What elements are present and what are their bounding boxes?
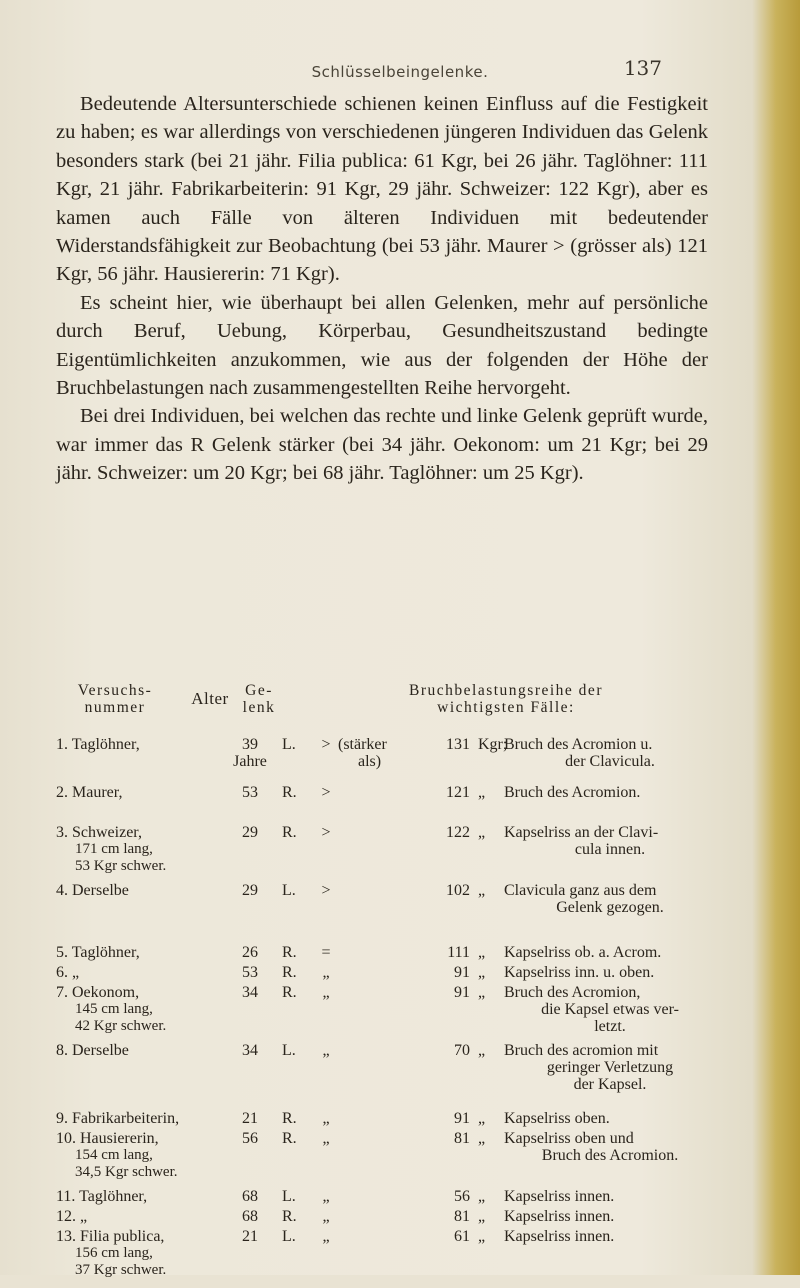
joint-side: R. [282, 1110, 297, 1127]
table-row [56, 964, 716, 984]
load-unit: „ [478, 1208, 486, 1225]
subject-detail: 171 cm lang, [75, 841, 153, 857]
running-head [0, 56, 800, 81]
breaking-load: 61 [454, 1228, 470, 1245]
joint-side: R. [282, 1208, 297, 1225]
injury-description [504, 1208, 716, 1225]
joint-side: L. [282, 1042, 296, 1059]
results-table [56, 736, 716, 1288]
subject-label: 9. Fabrikarbeiterin, [56, 1110, 180, 1127]
description-line: cula innen. [574, 841, 646, 858]
load-unit: „ [478, 1130, 486, 1147]
breaking-load: 70 [454, 1042, 470, 1059]
age-value: 34 [242, 1042, 258, 1059]
stronger-text: als) [358, 753, 382, 770]
age-value: 53 [242, 784, 258, 801]
joint-side: R. [282, 1130, 297, 1147]
stronger-text: (stärker [338, 736, 387, 753]
description-line: Kapselriss innen. [504, 1228, 615, 1245]
load-unit: „ [478, 882, 486, 899]
injury-description [504, 1042, 716, 1093]
relation-symbol: „ [322, 964, 330, 981]
table-row [56, 784, 716, 824]
injury-description [504, 882, 716, 916]
table-row [56, 824, 716, 882]
header-gelenk: Ge- lenk [242, 682, 276, 716]
subject-detail: 156 cm lang, [75, 1245, 153, 1261]
description-line: geringer Verletzung [546, 1059, 674, 1076]
running-head-title: Schlüsselbeingelenke. [311, 63, 489, 81]
table-row [56, 882, 716, 944]
relation-symbol: „ [322, 1228, 330, 1245]
relation-symbol: „ [322, 1042, 330, 1059]
injury-description [504, 1228, 716, 1245]
subject-detail: 154 cm lang, [75, 1147, 153, 1163]
subject-cell [56, 784, 216, 801]
subject-label: 13. Filia publica, [56, 1228, 165, 1245]
age-value: 34 [242, 984, 258, 1001]
breaking-load: 91 [454, 1110, 470, 1127]
load-unit: Kgr; [478, 736, 508, 753]
relation-symbol: „ [322, 1208, 330, 1225]
age-value: 68 [242, 1208, 258, 1225]
description-line: letzt. [594, 1018, 626, 1035]
subject-cell [56, 964, 216, 981]
subject-cell [56, 882, 216, 899]
relation-symbol: > [321, 784, 331, 801]
subject-cell [56, 1228, 216, 1279]
subject-detail: 37 Kgr schwer. [75, 1262, 167, 1278]
load-unit: „ [478, 1188, 486, 1205]
subject-label: 5. Taglöhner, [56, 944, 140, 961]
table-row [56, 1042, 716, 1110]
age-cell [224, 1130, 276, 1147]
description-line: Bruch des acromion mit [504, 1042, 659, 1059]
breaking-load: 81 [454, 1208, 470, 1225]
relation-symbol: = [321, 944, 331, 961]
page-number: 137 [623, 56, 662, 80]
description-line: Kapselriss oben und [504, 1130, 634, 1147]
age-value: 56 [242, 1130, 258, 1147]
age-value: 39 [242, 736, 258, 753]
load-unit: „ [478, 984, 486, 1001]
injury-description [504, 944, 716, 961]
subject-cell [56, 736, 216, 753]
load-unit: „ [478, 944, 486, 961]
injury-description [504, 984, 716, 1035]
description-line: Bruch des Acromion. [504, 784, 641, 801]
table-row [56, 736, 716, 784]
age-cell [224, 882, 276, 899]
header-nummer: Versuchs- nummer [77, 682, 153, 716]
injury-description [504, 964, 716, 981]
description-line: Kapselriss ob. a. Acrom. [504, 944, 662, 961]
description-line: Kapselriss inn. u. oben. [504, 964, 655, 981]
age-cell [224, 1228, 276, 1245]
joint-side: R. [282, 944, 297, 961]
subject-cell [56, 1130, 216, 1181]
paragraph: Es scheint hier, wie überhaupt bei allen Gelenken, mehr auf persönliche durch Beruf, Uebung, Körperbau, Gesundheitszustand bedingte Eigentümlichkeiten anzukommen, wie aus der folgenden der Höhe der Bruchbelastungen nach zusammengestellten Reihe hervorgeht. [56, 291, 708, 400]
description-line: Gelenk gezogen. [556, 899, 664, 916]
relation-symbol: „ [322, 984, 330, 1001]
injury-description [504, 736, 716, 770]
subject-label: 12. „ [56, 1208, 88, 1225]
relation-symbol: > [321, 824, 331, 841]
injury-description [504, 1130, 716, 1164]
injury-description [504, 784, 716, 801]
subject-detail: 42 Kgr schwer. [75, 1018, 167, 1034]
age-value: 21 [242, 1228, 258, 1245]
age-cell [224, 964, 276, 981]
table-row [56, 1208, 716, 1228]
subject-label: 8. Derselbe [56, 1042, 129, 1059]
subject-cell [56, 1042, 216, 1059]
subject-cell [56, 1188, 216, 1205]
subject-detail: 145 cm lang, [75, 1001, 153, 1017]
relation-symbol: „ [322, 1188, 330, 1205]
table-row [56, 1188, 716, 1208]
description-line: Kapselriss innen. [504, 1188, 615, 1205]
table-row [56, 1228, 716, 1288]
load-unit: „ [478, 1228, 486, 1245]
age-value: 29 [242, 824, 258, 841]
load-unit: „ [478, 964, 486, 981]
load-unit: „ [478, 1110, 486, 1127]
table-row [56, 984, 716, 1042]
subject-label: 4. Derselbe [56, 882, 129, 899]
joint-side: L. [282, 1228, 296, 1245]
age-cell [224, 824, 276, 841]
subject-label: 6. „ [56, 964, 80, 981]
subject-label: 2. Maurer, [56, 784, 123, 801]
subject-label: 1. Taglöhner, [56, 736, 140, 753]
relation-symbol: > [321, 882, 331, 899]
subject-detail: 34,5 Kgr schwer. [75, 1164, 178, 1180]
age-cell [224, 784, 276, 801]
description-line: Bruch des Acromion, [504, 984, 641, 1001]
description-line: die Kapsel etwas ver- [541, 1001, 679, 1018]
table-row [56, 1110, 716, 1130]
subject-label: 7. Oekonom, [56, 984, 140, 1001]
description-line: der Clavicula. [565, 753, 655, 770]
injury-description [504, 1188, 716, 1205]
subject-label: 10. Hausiererin, [56, 1130, 159, 1147]
breaking-load: 122 [446, 824, 470, 841]
table-row [56, 1130, 716, 1188]
subject-label: 11. Taglöhner, [56, 1188, 148, 1205]
header-reihe: Bruchbelastungsreihe der wichtigsten Fälle: [409, 682, 603, 716]
load-unit: „ [478, 824, 486, 841]
description-line: Clavicula ganz aus dem [504, 882, 657, 899]
table-row [56, 944, 716, 964]
relation-symbol: > [321, 736, 331, 753]
load-unit: „ [478, 784, 486, 801]
breaking-load: 91 [454, 964, 470, 981]
age-cell [224, 1110, 276, 1127]
joint-side: L. [282, 882, 296, 899]
age-cell [224, 736, 276, 770]
description-line: Kapselriss innen. [504, 1208, 615, 1225]
subject-cell [56, 824, 216, 875]
description-line: Bruch des Acromion u. [504, 736, 653, 753]
age-value: 29 [242, 882, 258, 899]
injury-description [504, 824, 716, 858]
table-header [56, 682, 708, 726]
joint-side: R. [282, 964, 297, 981]
age-value: 68 [242, 1188, 258, 1205]
breaking-load: 91 [454, 984, 470, 1001]
subject-cell [56, 944, 216, 961]
relation-symbol: „ [322, 1130, 330, 1147]
joint-side: R. [282, 784, 297, 801]
description-line: Kapselriss an der Clavi- [504, 824, 659, 841]
age-cell [224, 1042, 276, 1059]
age-value: 21 [242, 1110, 258, 1127]
breaking-load: 121 [446, 784, 470, 801]
load-unit: „ [478, 1042, 486, 1059]
relation-symbol: „ [322, 1110, 330, 1127]
subject-cell [56, 1110, 216, 1127]
header-alter: Alter [191, 689, 229, 708]
age-value: 53 [242, 964, 258, 981]
paragraph: Bei drei Individuen, bei welchen das rechte und linke Gelenk geprüft wurde, war immer das R Gelenk stärker (bei 34 jähr. Oekonom: um 21 Kgr; bei 29 jähr. Schweizer: um 20 Kgr; bei 68 jähr. Taglöhner: um 25 Kgr). [56, 405, 708, 485]
body-text [56, 90, 708, 488]
age-cell [224, 944, 276, 961]
age-cell [224, 984, 276, 1001]
injury-description [504, 1110, 716, 1127]
breaking-load: 131 [446, 736, 470, 753]
breaking-load: 111 [447, 944, 470, 961]
breaking-load: 102 [446, 882, 470, 899]
description-line: Bruch des Acromion. [541, 1147, 679, 1164]
subject-label: 3. Schweizer, [56, 824, 142, 841]
subject-cell [56, 1208, 216, 1225]
breaking-load: 56 [454, 1188, 470, 1205]
age-cell [224, 1208, 276, 1225]
subject-cell [56, 984, 216, 1035]
joint-side: L. [282, 736, 296, 753]
subject-detail: 53 Kgr schwer. [75, 858, 167, 874]
breaking-load: 81 [454, 1130, 470, 1147]
paragraph: Bedeutende Altersunterschiede schienen keinen Einfluss auf die Festigkeit zu haben; es war allerdings von verschiedenen jüngeren Individuen das Gelenk besonders stark (bei 21 jähr. Filia publica: 61 Kgr, bei 26 jähr. Taglöhner: 111 Kgr, 21 jähr. Fabrikarbeiterin: 91 Kgr, 29 jähr. Schweizer: 122 Kgr), aber es kamen auch Fälle von älteren Individuen mit bedeutender Widerstandsfähigkeit zur Beobachtung (bei 53 jähr. Maurer > (grösser als) 121 Kgr, 56 jähr. Hausiererin: 71 Kgr). [56, 93, 708, 286]
joint-side: R. [282, 984, 297, 1001]
age-cell [224, 1188, 276, 1205]
age-value: 26 [242, 944, 258, 961]
joint-side: R. [282, 824, 297, 841]
age-unit: Jahre [233, 753, 267, 770]
description-line: Kapselriss oben. [504, 1110, 610, 1127]
joint-side: L. [282, 1188, 296, 1205]
description-line: der Kapsel. [573, 1076, 647, 1093]
